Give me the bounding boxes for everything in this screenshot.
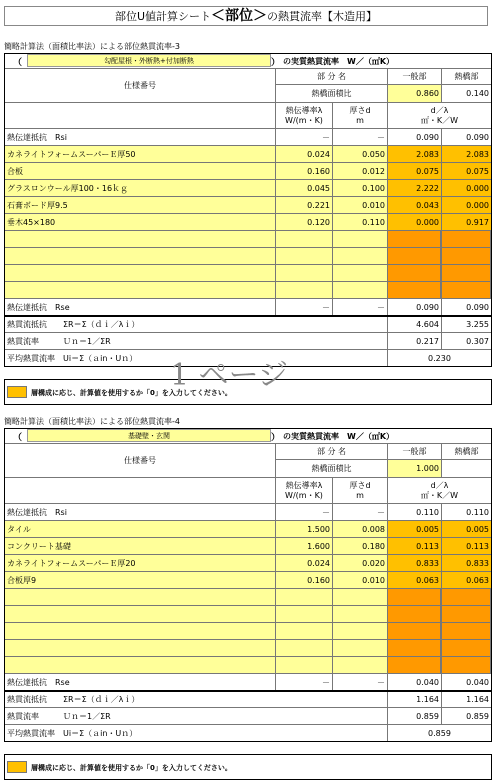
- layer-dl-general[interactable]: 0.063: [387, 572, 441, 588]
- thickness-label: 厚さd: [349, 105, 371, 115]
- layer-name: [5, 282, 275, 298]
- layer-dl-general[interactable]: 0.075: [387, 163, 441, 179]
- layer-dl-bridge[interactable]: 0.000: [441, 197, 491, 213]
- layer-row: [5, 281, 491, 298]
- layer-lambda: [275, 640, 332, 656]
- legend-text: 層構成に応じ、計算値を使用するか「0」を入力してください。: [31, 389, 232, 397]
- u-row: [5, 707, 491, 724]
- calc-table: [4, 428, 492, 742]
- area-ratio-row: [275, 459, 491, 477]
- sum-label: 熱貫流抵抗 ΣR＝Σ（ｄｉ／λｉ）: [7, 320, 140, 329]
- layer-row: [5, 264, 491, 281]
- lambda-unit: W/(m・K): [285, 490, 323, 500]
- layer-lambda: －: [275, 674, 332, 690]
- layer-thickness: [332, 640, 387, 656]
- avg-row: [5, 724, 491, 741]
- layer-lambda: 0.221: [275, 197, 332, 213]
- sum-label: 熱貫流抵抗 ΣR＝Σ（ｄｉ／λｉ）: [7, 695, 140, 704]
- layer-dl-general[interactable]: 0.040: [387, 674, 441, 690]
- thickness-label: 厚さd: [349, 480, 371, 490]
- lambda-header: [275, 103, 332, 128]
- thickness-unit: m: [356, 115, 364, 125]
- layer-thickness: 0.110: [332, 214, 387, 230]
- layer-dl-general[interactable]: 0.000: [387, 214, 441, 230]
- title-suffix: の熱貫流率【木造用】: [267, 10, 378, 23]
- layer-name: [5, 606, 275, 622]
- layer-name: 熱伝達抵抗 Rse: [7, 677, 70, 687]
- dl-unit: ㎡・K／W: [420, 490, 459, 500]
- name-row: [5, 54, 491, 68]
- sum-row: [5, 315, 491, 332]
- layer-dl-bridge[interactable]: 0.005: [441, 521, 491, 537]
- layer-dl-general[interactable]: [387, 589, 441, 605]
- calc-table: [4, 53, 492, 367]
- dl-unit: ㎡・K／W: [420, 115, 459, 125]
- sum-bridge: 3.255: [441, 317, 491, 332]
- lambda-header: [275, 478, 332, 503]
- layer-lambda: －: [275, 299, 332, 315]
- layer-name: 垂木45×180: [7, 217, 56, 227]
- section-roof: [4, 41, 492, 397]
- layer-lambda: 0.160: [275, 163, 332, 179]
- layer-dl-bridge[interactable]: 0.110: [441, 504, 491, 520]
- layer-dl-bridge[interactable]: 0.040: [441, 674, 491, 690]
- column-header-row: [5, 477, 491, 503]
- avg-value: 0.859: [387, 725, 491, 741]
- unit-label: の実質熱貫流率 W／（㎡K）: [283, 432, 395, 441]
- layer-row: [5, 247, 491, 264]
- sum-general: 1.164: [387, 692, 441, 707]
- area-ratio-label: 熱橋面積比: [275, 85, 387, 102]
- legend-text: 層構成に応じ、計算値を使用するか「0」を入力してください。: [31, 764, 232, 772]
- layer-dl-general[interactable]: 0.833: [387, 555, 441, 571]
- thickness-header: [332, 478, 387, 503]
- layer-name: [5, 640, 275, 656]
- title-part: ＜部位＞: [211, 8, 268, 24]
- layer-dl-general[interactable]: 0.113: [387, 538, 441, 554]
- layer-name: [5, 589, 275, 605]
- part-name-label: 部 分 名: [275, 69, 387, 84]
- layer-name: カネライトフォームスーパーＥ厚50: [7, 149, 136, 159]
- section-name-field[interactable]: [27, 429, 271, 442]
- title-prefix: 部位U値計算シート: [114, 10, 212, 23]
- paren-close: ）: [271, 58, 281, 68]
- paren-close: ）: [271, 433, 281, 443]
- lambda-unit: W/(m・K): [285, 115, 323, 125]
- avg-value: 0.230: [387, 350, 491, 366]
- layer-thickness: －: [332, 504, 387, 520]
- layer-dl-bridge[interactable]: 2.083: [441, 146, 491, 162]
- layer-row: [5, 588, 491, 605]
- u-general: 0.859: [387, 708, 441, 724]
- layer-row: [5, 230, 491, 247]
- u-bridge: 0.307: [441, 333, 491, 349]
- layer-dl-bridge[interactable]: [441, 248, 491, 264]
- layer-dl-general[interactable]: 0.090: [387, 299, 441, 315]
- thickness-unit: m: [356, 490, 364, 500]
- layer-dl-bridge[interactable]: 0.063: [441, 572, 491, 588]
- layer-thickness: [332, 657, 387, 673]
- section-foundation: [4, 416, 492, 772]
- u-row: [5, 332, 491, 349]
- layer-name: [5, 657, 275, 673]
- layer-dl-general[interactable]: [387, 248, 441, 264]
- layer-dl-bridge[interactable]: [441, 657, 491, 673]
- layer-thickness: [332, 606, 387, 622]
- layer-dl-general[interactable]: [387, 623, 441, 639]
- layer-dl-bridge[interactable]: [441, 623, 491, 639]
- layer-name: 熱伝達抵抗 Rsi: [7, 507, 67, 517]
- layer-lambda: 1.500: [275, 521, 332, 537]
- layer-thickness: [332, 623, 387, 639]
- layer-dl-bridge[interactable]: [441, 589, 491, 605]
- paren-open: （: [13, 58, 23, 68]
- layer-thickness: －: [332, 299, 387, 315]
- layer-dl-bridge[interactable]: 0.075: [441, 163, 491, 179]
- layer-name: 熱伝達抵抗 Rse: [7, 302, 70, 312]
- layer-lambda: [275, 248, 332, 264]
- layer-dl-bridge[interactable]: [441, 606, 491, 622]
- name-row: [5, 429, 491, 443]
- layer-row: [5, 605, 491, 622]
- layer-dl-general[interactable]: [387, 640, 441, 656]
- layer-thickness: [332, 248, 387, 264]
- dl-header: [387, 478, 491, 503]
- dl-label: d／λ: [430, 105, 449, 115]
- u-label: 熱貫流率 Ｕｎ＝1／ΣR: [7, 336, 111, 346]
- area-ratio-label: 熱橋面積比: [275, 460, 387, 477]
- layer-row: [5, 673, 491, 690]
- layer-dl-general[interactable]: 0.110: [387, 504, 441, 520]
- unit-label: の実質熱貫流率 W／（㎡K）: [283, 57, 395, 66]
- layer-lambda: [275, 231, 332, 247]
- layer-lambda: [275, 623, 332, 639]
- layer-lambda: [275, 589, 332, 605]
- dl-label: d／λ: [430, 480, 449, 490]
- layer-lambda: －: [275, 129, 332, 145]
- layer-dl-bridge[interactable]: [441, 265, 491, 281]
- layer-thickness: 0.180: [332, 538, 387, 554]
- layer-row: [5, 145, 491, 162]
- layer-lambda: [275, 282, 332, 298]
- layer-row: [5, 520, 491, 537]
- layer-lambda: 0.024: [275, 146, 332, 162]
- layer-lambda: 0.120: [275, 214, 332, 230]
- column-header-row: [5, 102, 491, 128]
- layer-dl-general[interactable]: 2.222: [387, 180, 441, 196]
- section-name: 勾配屋根・外断熱+付加断熱: [104, 56, 194, 65]
- layer-row: [5, 503, 491, 520]
- part-name-label: 部 分 名: [275, 444, 387, 459]
- layer-dl-bridge[interactable]: 0.090: [441, 129, 491, 145]
- layer-name: 合板: [7, 166, 23, 176]
- section-name-field[interactable]: [27, 54, 271, 67]
- legend-swatch: [7, 761, 27, 773]
- paren-open: （: [13, 433, 23, 443]
- layer-thickness: －: [332, 674, 387, 690]
- layer-thickness: [332, 282, 387, 298]
- layer-row: [5, 213, 491, 230]
- layer-lambda: 0.024: [275, 555, 332, 571]
- layer-row: [5, 656, 491, 673]
- layer-thickness: －: [332, 129, 387, 145]
- layer-thickness: 0.100: [332, 180, 387, 196]
- layer-thickness: 0.020: [332, 555, 387, 571]
- layer-dl-general[interactable]: [387, 231, 441, 247]
- avg-label: 平均熱貫流率 Ui＝Σ（ａin・Uｎ）: [7, 728, 138, 738]
- layer-lambda: 0.160: [275, 572, 332, 588]
- layer-row: [5, 298, 491, 315]
- layer-thickness: [332, 231, 387, 247]
- dl-header: [387, 103, 491, 128]
- layer-lambda: [275, 265, 332, 281]
- sum-general: 4.604: [387, 317, 441, 332]
- layer-dl-general[interactable]: 0.043: [387, 197, 441, 213]
- layer-name: 熱伝達抵抗 Rsi: [7, 132, 67, 142]
- layer-thickness: 0.008: [332, 521, 387, 537]
- layer-dl-general[interactable]: 0.005: [387, 521, 441, 537]
- layer-name: [5, 231, 275, 247]
- layer-thickness: [332, 265, 387, 281]
- section-name: 基礎壁・玄関: [128, 431, 170, 440]
- layer-row: [5, 162, 491, 179]
- layer-dl-bridge[interactable]: [441, 640, 491, 656]
- layer-dl-general[interactable]: [387, 282, 441, 298]
- lambda-label: 熱伝導率λ: [285, 105, 323, 115]
- section-title: 簡略計算法（面積比率法）による部位熱貫流率-4: [4, 417, 180, 426]
- layer-name: カネライトフォームスーパーＥ厚20: [7, 558, 136, 568]
- ratio-bridge-value: [441, 460, 491, 477]
- ratio-bridge-value: 0.140: [441, 85, 491, 102]
- layer-name: グラスロンウール厚100・16ｋｇ: [7, 183, 129, 193]
- layer-thickness: [332, 589, 387, 605]
- layer-dl-bridge[interactable]: 0.000: [441, 180, 491, 196]
- layer-row: [5, 537, 491, 554]
- page-watermark: 1 ページ: [170, 358, 289, 393]
- layer-dl-bridge[interactable]: 0.113: [441, 538, 491, 554]
- layer-row: [5, 196, 491, 213]
- layer-name: 石膏ボード厚9.5: [7, 200, 68, 210]
- spec-label: 仕様番号: [124, 455, 156, 465]
- layer-thickness: 0.010: [332, 572, 387, 588]
- layer-lambda: －: [275, 504, 332, 520]
- layer-row: [5, 571, 491, 588]
- spec-label: 仕様番号: [124, 80, 156, 90]
- layer-dl-bridge[interactable]: 0.833: [441, 555, 491, 571]
- layer-dl-general[interactable]: 2.083: [387, 146, 441, 162]
- legend: [4, 754, 492, 780]
- sum-bridge: 1.164: [441, 692, 491, 707]
- sheet-title: [4, 6, 488, 26]
- area-ratio-row: [275, 84, 491, 102]
- layer-lambda: 0.045: [275, 180, 332, 196]
- u-label: 熱貫流率 Ｕｎ＝1／ΣR: [7, 711, 111, 721]
- avg-label: 平均熱貫流率 Ui＝Σ（ａin・Uｎ）: [7, 353, 138, 363]
- layer-row: [5, 128, 491, 145]
- section-title: 簡略計算法（面積比率法）による部位熱貫流率-3: [4, 42, 180, 51]
- layer-name: [5, 265, 275, 281]
- layer-dl-general[interactable]: [387, 265, 441, 281]
- layer-dl-bridge[interactable]: 0.090: [441, 299, 491, 315]
- layer-thickness: 0.010: [332, 197, 387, 213]
- layer-name: コンクリート基礎: [7, 541, 71, 551]
- layer-thickness: 0.012: [332, 163, 387, 179]
- lambda-label: 熱伝導率λ: [285, 480, 323, 490]
- layer-lambda: [275, 657, 332, 673]
- u-bridge: 0.859: [441, 708, 491, 724]
- layer-dl-bridge[interactable]: 0.917: [441, 214, 491, 230]
- layer-name: [5, 248, 275, 264]
- layer-row: [5, 639, 491, 656]
- u-general: 0.217: [387, 333, 441, 349]
- sum-row: [5, 690, 491, 707]
- layer-thickness: 0.050: [332, 146, 387, 162]
- layer-row: [5, 554, 491, 571]
- layer-dl-general[interactable]: [387, 657, 441, 673]
- col-general-label: 一般部: [387, 69, 441, 84]
- thickness-header: [332, 103, 387, 128]
- legend-swatch: [7, 386, 27, 398]
- layer-dl-general[interactable]: [387, 606, 441, 622]
- layer-row: [5, 622, 491, 639]
- layer-dl-general[interactable]: 0.090: [387, 129, 441, 145]
- ratio-general-input[interactable]: 0.860: [387, 85, 441, 102]
- col-general-label: 一般部: [387, 444, 441, 459]
- layer-dl-bridge[interactable]: [441, 282, 491, 298]
- ratio-general-input[interactable]: 1.000: [387, 460, 441, 477]
- col-bridge-label: 熱橋部: [441, 444, 491, 459]
- layer-name: 合板厚9: [7, 575, 37, 585]
- layer-row: [5, 179, 491, 196]
- layer-name: タイル: [7, 524, 31, 534]
- layer-name: [5, 623, 275, 639]
- layer-lambda: 1.600: [275, 538, 332, 554]
- layer-dl-bridge[interactable]: [441, 231, 491, 247]
- col-bridge-label: 熱橋部: [441, 69, 491, 84]
- layer-lambda: [275, 606, 332, 622]
